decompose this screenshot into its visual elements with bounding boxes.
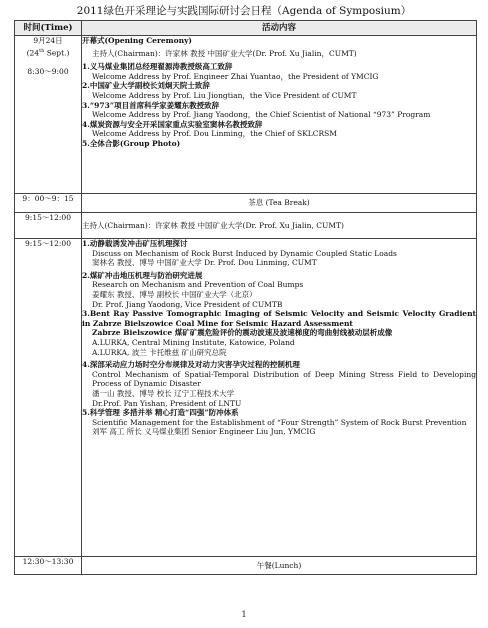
welcome-1-title: 1.义马煤业集团总经理翟源涛教授级高工致辞	[82, 62, 233, 72]
talk-2-en: Research on Mechanism and Prevention of Coal Bumps	[92, 280, 304, 290]
group-photo: 5.全体合影(Group Photo)	[82, 138, 181, 148]
talk-5-speaker: 刘军 高工 所长 义马煤业集团 Senior Engineer Liu Jun, YMCIG	[92, 427, 316, 437]
session-chair-row	[15, 213, 477, 239]
talk-5-en: Scientific Management for the Establishment of “Four Strength” System of Rock Burst Prevention	[92, 417, 467, 427]
time-header: 时间(Time)	[15, 21, 82, 36]
content-header: 活动内容	[82, 21, 477, 36]
date-en: (24th Sept.)	[26, 48, 70, 58]
page-number: 1	[241, 610, 247, 619]
talk-3-title: 3.Bent Ray Passive Tomographic Imaging of Seismic Velocity and Seismic Velocity Gradient in Zabrze Bielszowice Coal Mine for Seismic Hazard Assessment	[82, 309, 476, 328]
opening-row	[15, 36, 477, 194]
welcome-3-title: 3.“973”项目首席科学家姜耀东教授致辞	[82, 100, 220, 110]
agenda-table	[14, 20, 477, 575]
lunch-row	[15, 557, 477, 575]
tea-break-time: 9：00～9：15	[15, 194, 82, 213]
welcome-4-title: 4.煤炭资源与安全开采国家重点实验室窦林名教授致辞	[82, 119, 263, 129]
talk-1-title: 1.动静载诱发冲击矿压机理探讨	[82, 239, 188, 248]
opening-chair: 主持人(Chairman)：许家林 教授 中国矿业大学(Dr. Prof. Xu Jialin，CUMT)	[92, 48, 357, 58]
welcome-4-desc: Welcome Address by Prof. Dou Linming，the Chief of SKLCRSM	[92, 129, 337, 139]
welcome-2-title: 2.中国矿业大学副校长刘炯天院士致辞	[82, 81, 210, 91]
welcome-2-desc: Welcome Address by Prof. Liu Jiongtian，the Vice President of CUMT	[92, 90, 357, 100]
tea-break-row	[15, 194, 477, 213]
talk-2-title: 2.煤矿冲击地压机理与防治研究进展	[82, 270, 203, 280]
welcome-3-desc: Welcome Address by Prof. Jiang Yaodong，the Chief Scientist of National “973” Program	[92, 110, 431, 120]
talk-3-cn-title: Zabrze Bielszowice 煤矿矿震危险评价的震动波速及波速梯度的弯曲射线被动层析成像	[92, 328, 393, 338]
document-title: 2011绿色开采理论与实践国际研讨会日程（Agenda of Symposium）	[76, 5, 412, 17]
talk-4-speaker-en: Dr.Prof. Pan Yishan, President of LNTU	[92, 398, 242, 408]
welcome-1-desc: Welcome Address by Prof. Engineer Zhai Yuantao，the President of YMCIG	[92, 71, 379, 81]
talks-content	[82, 239, 477, 557]
talk-3-speaker-cn: A.LURKA, 波兰 卡托维兹 矿山研究总院	[92, 347, 227, 357]
talk-4-en: Control Mechanism of Spatial-Temporal Distribution of Deep Mining Stress Field to Developing Process of Dynamic Disaster	[92, 369, 476, 389]
talk-2-speaker-cn: 姜耀东 教授、博导 副校长 中国矿业大学（北京）	[92, 289, 257, 299]
talk-4-speaker-cn: 潘一山 教授、博导 校长 辽宁工程技术大学	[92, 388, 235, 398]
header-row	[15, 21, 477, 36]
session-chair-time: 9:15～12:00	[15, 213, 82, 239]
session-chair-content: 主持人(Chairman)：许家林 教授 中国矿业大学(Dr. Prof. Xu Jialin, CUMT)	[82, 213, 477, 239]
date-cn: 9月24日	[33, 36, 63, 45]
opening-time-cell	[15, 36, 82, 194]
lunch-time: 12:30～13:30	[15, 557, 82, 575]
talk-1-en: Discuss on Mechanism of Rock Burst Induced by Dynamic Coupled Static Loads	[92, 248, 397, 258]
tea-break-content: 茶息 (Tea Break)	[82, 194, 477, 213]
talks-time: 9:15～12:00	[15, 239, 82, 557]
talks-row	[15, 239, 477, 557]
talk-4-title: 4.深部采动应力场时空分布规律及对动力灾害孕灾过程的控制机理	[82, 360, 300, 370]
opening-content-cell	[82, 36, 477, 194]
opening-ceremony-title: 开幕式(Opening Ceremony)	[82, 36, 192, 45]
opening-time: 8:30～9:00	[27, 66, 69, 76]
talk-5-title: 5.科学管理 多措并举 精心打造“四强”防冲体系	[82, 408, 239, 418]
lunch-content: 午餐(Lunch)	[82, 557, 477, 575]
talk-2-speaker-en: Dr. Prof. Jiang Yaodong, Vice President of CUMTB	[92, 299, 283, 309]
talk-3-speaker-en: A.LURKA, Central Mining Institute, Katowice, Poland	[92, 337, 295, 347]
talk-1-speaker: 窦林名 教授、博导 中国矿业大学 Dr. Prof. Dou Linming, CUMT	[92, 258, 317, 268]
